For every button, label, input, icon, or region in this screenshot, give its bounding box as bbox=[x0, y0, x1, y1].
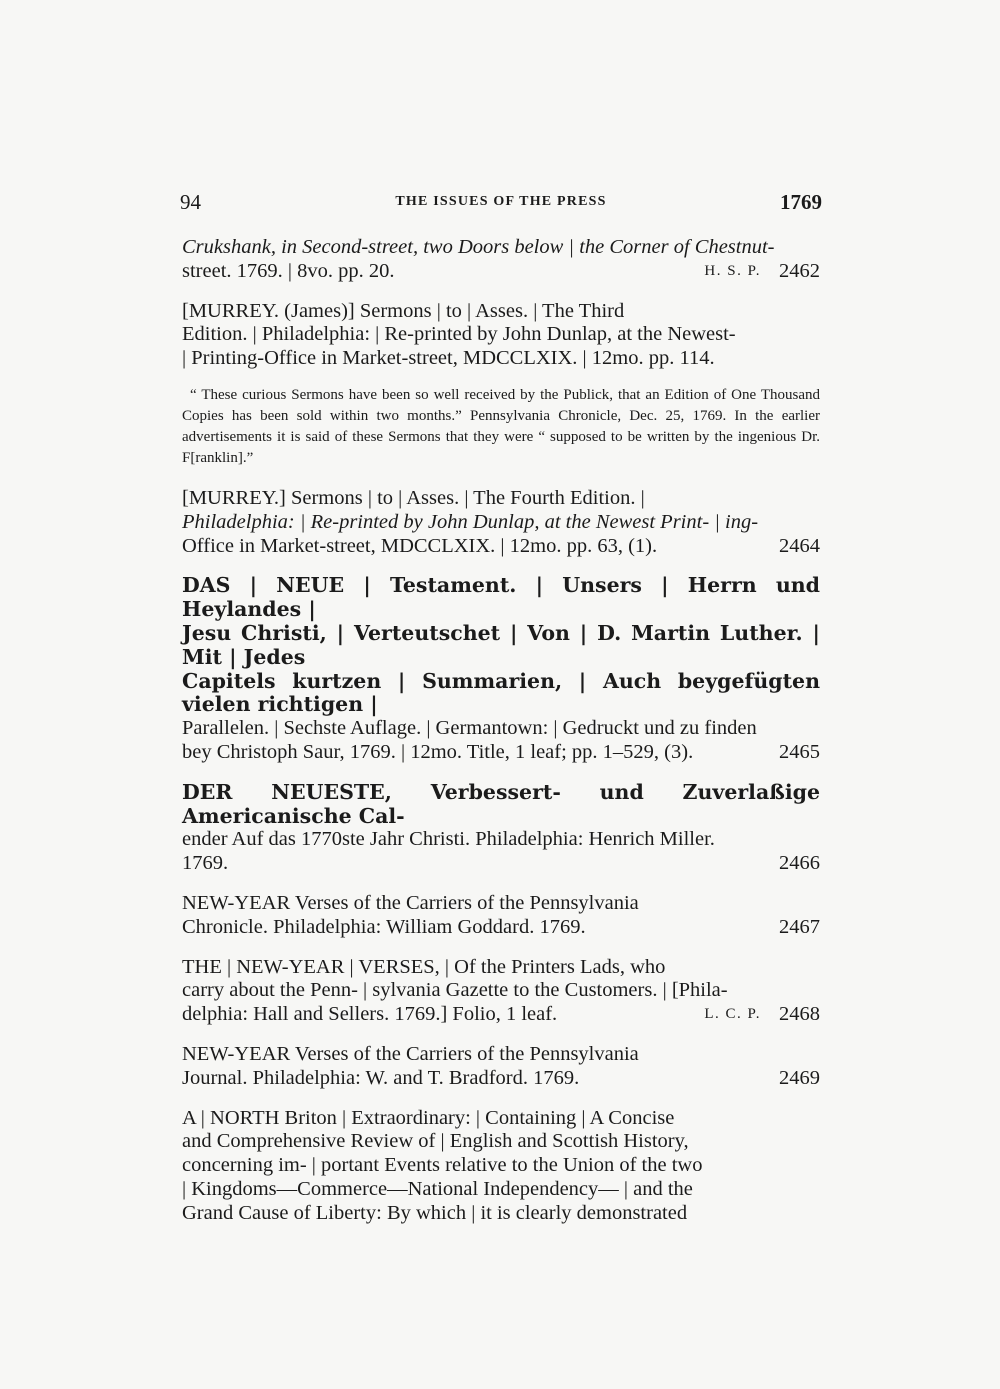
entry-line: Parallelen. | Sechste Auflage. | Germantown: | Gedruckt und zu finden bbox=[182, 717, 757, 740]
entry-note bbox=[182, 385, 820, 469]
entry-line: Crukshank, in Second-street, two Doors below | the Corner of Chestnut- bbox=[182, 236, 775, 258]
entry-line: Edition. | Philadelphia: | Re-printed by John Dunlap, at the Newest- bbox=[182, 323, 736, 346]
entry-line: Office in Market-street, MDCCLXIX. | 12mo. pp. 63, (1). 2464 bbox=[182, 534, 820, 557]
entry-number: 2466 bbox=[779, 852, 820, 875]
entry-number: 2462 bbox=[779, 259, 820, 282]
entry-number: 2469 bbox=[779, 1066, 820, 1089]
holding-library: H. S. P. bbox=[704, 262, 761, 279]
entry-number: 2465 bbox=[779, 740, 820, 763]
entry-line: Journal. Philadelphia: W. and T. Bradford. 1769. 2469 bbox=[182, 1066, 820, 1089]
entry-number: 2467 bbox=[779, 915, 820, 938]
entry-line: ender Auf das 1770ste Jahr Christi. Philadelphia: Henrich Miller. bbox=[182, 828, 715, 851]
entry-line: | Printing-Office in Market-street, MDCCLXIX. | 12mo. pp. 114. bbox=[182, 347, 715, 370]
entry-line: concerning im- | portant Events relative to the Union of the two bbox=[182, 1154, 703, 1177]
bibliography-entry bbox=[182, 1107, 820, 1226]
bibliography-entry bbox=[182, 574, 820, 764]
entry-line: DER NEUESTE, Verbessert- und Zuverlaßige Americanische Cal- bbox=[182, 779, 820, 828]
entry-line: delphia: Hall and Sellers. 1769.] Folio, 1 leaf. 2468 L. C. P. bbox=[182, 1003, 820, 1026]
entry-line: and Comprehensive Review of | English and Scottish History, bbox=[182, 1130, 689, 1153]
entry-line: Chronicle. Philadelphia: William Goddard. 1769. 2467 bbox=[182, 915, 820, 938]
bibliography-entry bbox=[182, 781, 820, 876]
entry-line: A | NORTH Briton | Extraordinary: | Containing | A Concise bbox=[182, 1106, 675, 1129]
entry-line: Capitels kurtzen | Summarien, | Auch beygefügten vielen richtigen | bbox=[182, 668, 820, 717]
header-year: 1769 bbox=[780, 190, 822, 214]
bibliography-entry bbox=[182, 487, 820, 558]
bibliography-entry bbox=[182, 892, 820, 940]
entry-line: [MURREY. (James)] Sermons | to | Asses. | The Third bbox=[182, 299, 625, 322]
entry-line: Philadelphia: | Re-printed by John Dunlap, at the Newest Print- | ing- bbox=[182, 510, 759, 533]
entry-line: street. 1769. | 8vo. pp. 20. 2462 H. S. P. bbox=[182, 259, 820, 282]
running-title: THE ISSUES OF THE PRESS bbox=[395, 194, 607, 209]
entry-line: Grand Cause of Liberty: By which | it is clearly demonstrated bbox=[182, 1201, 688, 1224]
entry-number: 2464 bbox=[779, 534, 820, 557]
bibliography-entry bbox=[182, 956, 820, 1027]
entry-number: 2468 bbox=[779, 1003, 820, 1026]
entry-line: 1769. 2466 bbox=[182, 852, 820, 875]
note-text: “ These curious Sermons have been so well received by the Publick, that an Edition of One Thousand Copies has been sold within two months.” Pennsylvania Chronicle, Dec. 25, 1769. In the earlier advertisements it is said of these Sermons that they were “ supposed to be written by the ingenious Dr. F[ranklin].” bbox=[182, 386, 820, 466]
entry-line: | Kingdoms—Commerce—National Independency— | and the bbox=[182, 1177, 693, 1200]
running-header bbox=[180, 190, 822, 220]
entry-line: bey Christoph Saur, 1769. | 12mo. Title, 1 leaf; pp. 1–529, (3). 2465 bbox=[182, 740, 820, 763]
entry-line: THE | NEW-YEAR | VERSES, | Of the Printers Lads, who bbox=[182, 955, 666, 978]
bibliography-entry bbox=[182, 1043, 820, 1091]
page-number: 94 bbox=[180, 190, 201, 214]
holding-library: L. C. P. bbox=[704, 1006, 761, 1023]
entry-line: NEW-YEAR Verses of the Carriers of the Pennsylvania bbox=[182, 891, 639, 914]
bibliography-entry bbox=[182, 236, 820, 284]
entry-line: NEW-YEAR Verses of the Carriers of the Pennsylvania bbox=[182, 1042, 639, 1065]
entry-line: DAS | NEUE | Testament. | Unsers | Herrn und Heylandes | bbox=[182, 573, 820, 622]
entry-line: carry about the Penn- | sylvania Gazette to the Customers. | [Phila- bbox=[182, 979, 728, 1002]
page-body bbox=[182, 236, 820, 1242]
entry-line: [MURREY.] Sermons | to | Asses. | The Fourth Edition. | bbox=[182, 486, 645, 509]
bibliography-entry bbox=[182, 300, 820, 371]
entry-line: Jesu Christi, | Verteutschet | Von | D. Martin Luther. | Mit | Jedes bbox=[182, 620, 820, 669]
